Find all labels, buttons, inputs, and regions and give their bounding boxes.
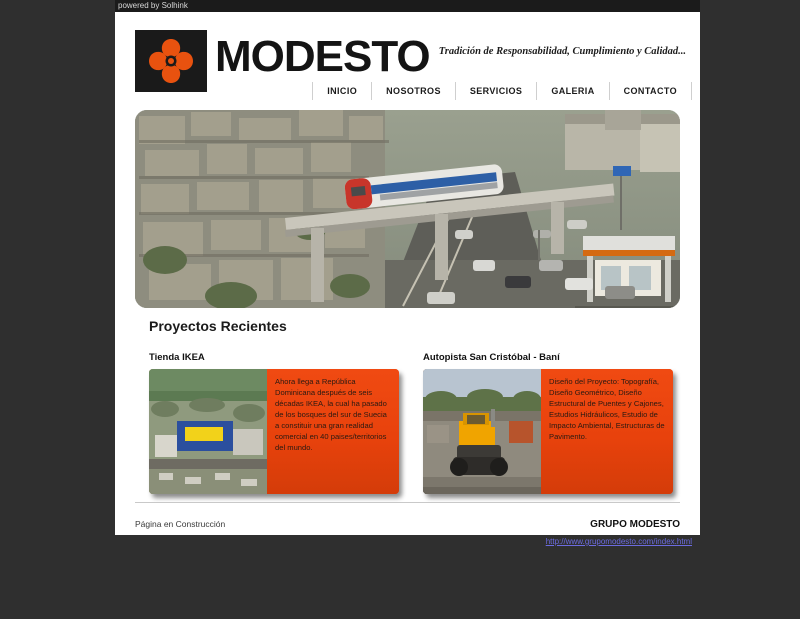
status-bar-link[interactable]: http://www.grupomodesto.com/index.html xyxy=(545,537,692,546)
nav-item-nosotros[interactable]: NOSOTROS xyxy=(371,82,456,100)
flower-logo-icon xyxy=(146,36,196,86)
project-description: Diseño del Proyecto: Topografía, Diseño Geométrico, Diseño Estructural de Puentes y Cajones, Estudios Hidráulicos, Estudio de Impacto Ambiental, Estructuras de Pavimento. xyxy=(541,369,673,494)
hero-illustration xyxy=(135,110,680,308)
powered-by-bar: powered by Solhink xyxy=(115,0,700,12)
logo-container[interactable] xyxy=(135,30,207,92)
ikea-site-photo xyxy=(149,369,267,494)
header-tagline: Tradición de Responsabilidad, Cumplimiento y Calidad... xyxy=(438,46,686,57)
hero-image xyxy=(135,110,680,308)
nav-item-servicios[interactable]: SERVICIOS xyxy=(455,82,537,100)
project-title: Autopista San Cristóbal - Baní xyxy=(423,352,560,363)
projects-list xyxy=(149,352,680,494)
nav-item-galeria[interactable]: GALERIA xyxy=(536,82,609,100)
project-image-ikea xyxy=(149,369,267,494)
main-navigation xyxy=(313,82,692,100)
nav-item-inicio[interactable]: INICIO xyxy=(312,82,372,100)
project-card[interactable] xyxy=(423,369,673,494)
road-roller-photo xyxy=(423,369,541,494)
footer-divider xyxy=(135,502,680,503)
site-footer xyxy=(135,510,680,538)
website-page xyxy=(115,12,700,535)
main-content xyxy=(135,318,680,494)
project-item-ikea xyxy=(149,352,399,494)
project-image-autopista xyxy=(423,369,541,494)
section-title: Proyectos Recientes xyxy=(149,318,287,334)
project-item-autopista xyxy=(423,352,673,494)
project-description: Ahora llega a República Dominicana después de seis décadas IKEA, la cual ha pasado de los bosques del sur de Suecia a constituir una gran realidad comercial en 40 paises/territorios del mundo. xyxy=(267,369,399,494)
footer-right-text: GRUPO MODESTO xyxy=(590,518,680,530)
site-header xyxy=(115,12,700,94)
project-card[interactable] xyxy=(149,369,399,494)
nav-item-contacto[interactable]: CONTACTO xyxy=(609,82,692,100)
page-title: MODESTO xyxy=(215,32,430,81)
page-background-strip xyxy=(115,535,700,619)
project-title: Tienda IKEA xyxy=(149,352,205,363)
footer-left-text: Página en Construcción xyxy=(135,519,226,529)
